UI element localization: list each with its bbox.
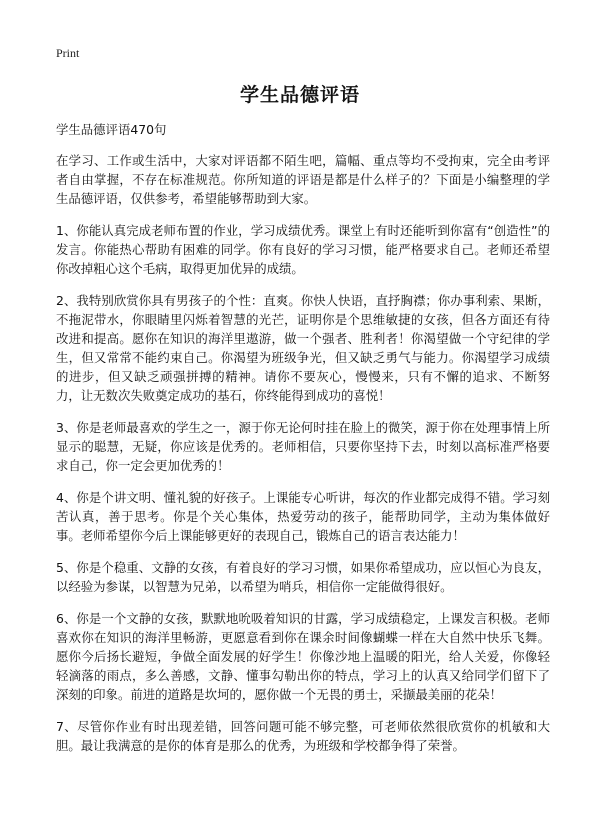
comment-paragraph-4: 4、你是个讲文明、懂礼貌的好孩子。上课能专心听讲，每次的作业都完成得不错。学习刻苦认真，善于思考。你是个关心集体，热爱劳动的孩子，能帮助同学，主动为集体做好事。老师希望你今后上课能够更好的表现自己，锻炼自己的语言表达能力！ [56,490,550,543]
comment-paragraph-6: 6、你是一个文静的女孩，默默地吮吸着知识的甘露，学习成绩稳定，上课发言积极。老师喜欢你在知识的海洋里畅游，更愿意看到你在课余时间像蝴蝶一样在大自然中快乐飞舞。愿你今后扬长避短，争做全面发展的好学生！你像沙地上温暖的阳光，给人关爱，你像轻轻滴落的雨点，多么善感，文静、懂事勾勒出你的特点，学习上的认真又给同学们留下了深刻的印象。前进的道路是坎坷的，愿你做一个无畏的勇士，采撷最美丽的花朵！ [56,611,550,702]
comment-paragraph-2: 2、我特别欣赏你具有男孩子的个性：直爽。你快人快语，直抒胸襟；你办事利索、果断，不拖泥带水，你眼睛里闪烁着智慧的光芒，证明你是个思维敏捷的女孩，但各方面还有待改进和提高。愿你在知识的海洋里遨游，做一个强者、胜利者！你渴望做一个守纪律的学生，但又常常不能约束自己。你渴望为班级争光，但又缺乏勇气与能力。你渴望学习成绩的进步，但又缺乏顽强拼搏的精神。请你不要灰心，慢慢来，只有不懈的追求、不断努力，让无数次失败奠定成功的基石，你终能得到成功的喜悦！ [56,293,550,403]
article-subtitle: 学生品德评语470句 [56,122,167,137]
intro-paragraph: 在学习、工作或生活中，大家对评语都不陌生吧，篇幅、重点等均不受拘束，完全由考评者自由掌握，不存在标准规范。你所知道的评语是都是什么样子的？下面是小编整理的学生品德评语，仅供参考，希望能够帮助到大家。 [56,153,550,206]
print-link[interactable]: Print [56,46,80,60]
comment-paragraph-1: 1、你能认真完成老师布置的作业，学习成绩优秀。课堂上有时还能听到你富有“创造性”的发言。你能热心帮助有困难的同学。你有良好的学习习惯，能严格要求自己。老师还希望你改掉粗心这个毛病，取得更加优异的成绩。 [56,223,550,276]
page-title: 学生品德评语 [239,84,360,106]
comment-paragraph-7: 7、尽管你作业有时出现差错，回答问题可能不够完整，可老师依然很欣赏你的机敏和大胆。最让我满意的是你的体育是那么的优秀，为班级和学校都争得了荣誉。 [56,719,550,753]
article-body [56,120,550,768]
comment-paragraph-5: 5、你是个稳重、文静的女孩，有着良好的学习习惯，如果你希望成功，应以恒心为良友，以经验为参谋，以智慧为兄弟，以希望为哨兵，相信你一定能做得很好。 [56,560,550,594]
comment-paragraph-3: 3、你是老师最喜欢的学生之一，源于你无论何时挂在脸上的微笑，源于你在处理事情上所显示的聪慧，无疑，你应该是优秀的。老师相信，只要你坚持下去，时刻以高标准严格要求自己，你一定会更加优秀的！ [56,420,550,473]
